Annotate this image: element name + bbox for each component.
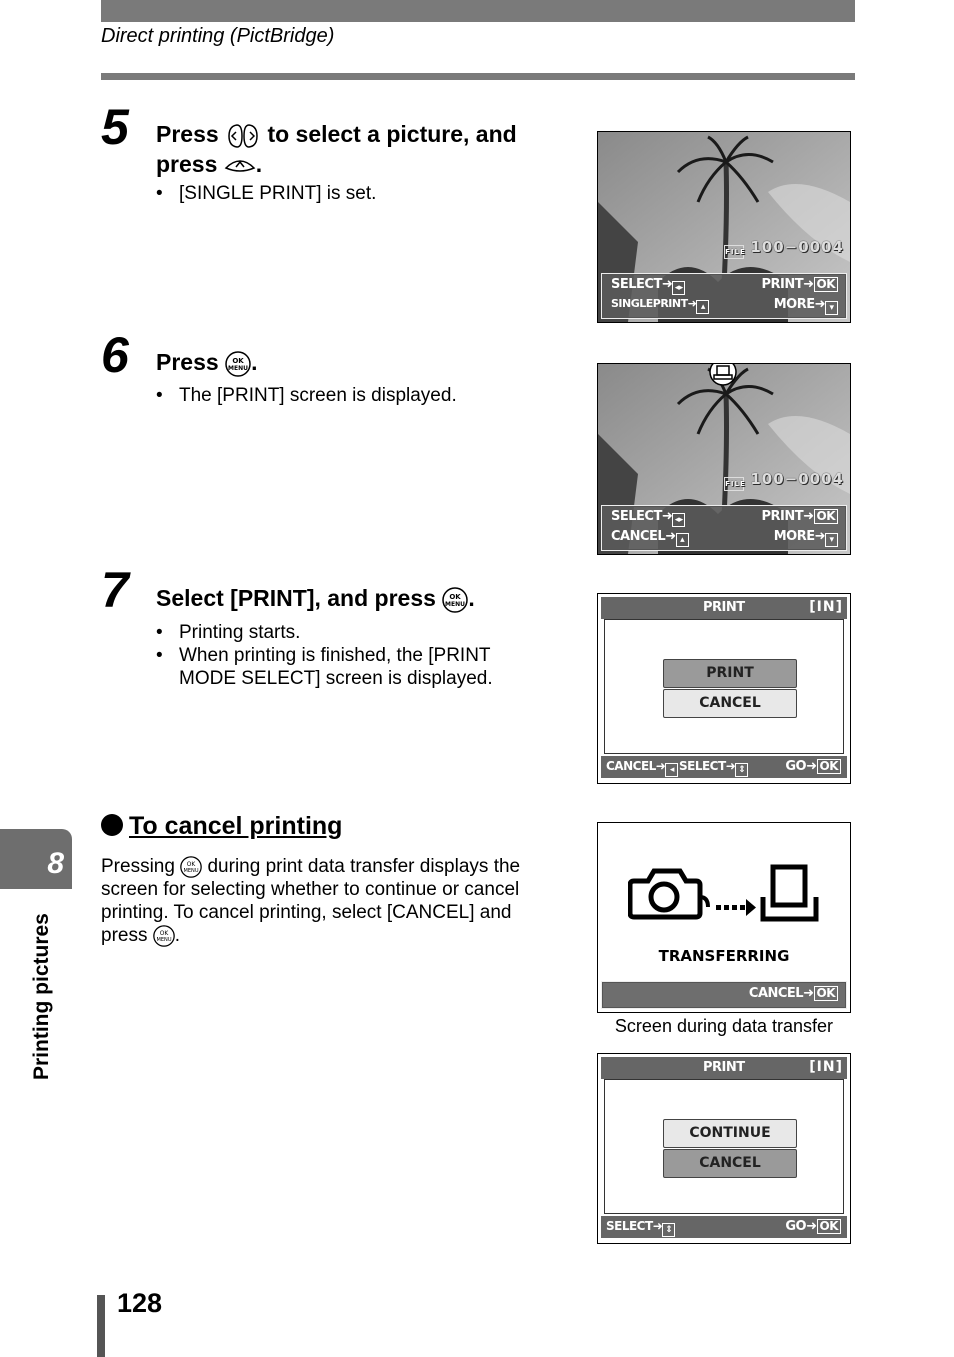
menu-body bbox=[604, 1079, 844, 1214]
bullet-dot-icon bbox=[101, 814, 123, 836]
header-rule bbox=[101, 73, 855, 80]
guide-select: SELECT➜ ⇕ bbox=[606, 1219, 675, 1237]
menu-item-cancel[interactable]: CANCEL bbox=[663, 689, 797, 718]
left-right-icon: ◂▸ bbox=[672, 281, 685, 295]
step-5-title-b: to select a picture, and bbox=[267, 121, 517, 147]
step-6-title-a: Press bbox=[156, 349, 219, 375]
page-number: 128 bbox=[117, 1288, 163, 1318]
file-icon: FILE bbox=[724, 245, 744, 259]
guide-cancel: CANCEL➜ OK bbox=[749, 986, 838, 1001]
down-icon: ▾ bbox=[825, 533, 838, 547]
ok-icon: OK bbox=[814, 509, 839, 524]
guide-select: SELECT➜ ◂▸ bbox=[611, 509, 685, 527]
guide-cancel: CANCEL➜ ▴ bbox=[611, 529, 689, 547]
screen-transferring bbox=[597, 822, 851, 1013]
guide-more: MORE➜ ▾ bbox=[774, 297, 838, 315]
svg-text:OK: OK bbox=[232, 356, 244, 365]
step-5-bullets bbox=[156, 182, 536, 205]
step-6-bullet: • The [PRINT] screen is displayed. bbox=[156, 384, 536, 407]
file-icon: FILE bbox=[724, 477, 744, 491]
arrow-left-right-pad-icon bbox=[225, 122, 261, 150]
step-6-title: Press OK MENU . bbox=[156, 349, 258, 375]
step-7-title: Select [PRINT], and press OK MENU . bbox=[156, 585, 475, 611]
arrow-up-pad-icon bbox=[224, 156, 256, 176]
menu-item-cancel[interactable]: CANCEL bbox=[663, 1149, 797, 1178]
ok-menu-button-icon bbox=[180, 856, 202, 878]
cancel-section-title-text: To cancel printing bbox=[129, 812, 343, 840]
svg-text:MENU: MENU bbox=[445, 600, 466, 608]
ok-icon: OK bbox=[814, 986, 839, 1001]
step-5-title-c: press bbox=[156, 150, 218, 177]
step-7-bullet: • Printing starts. bbox=[156, 621, 536, 644]
svg-text:MENU: MENU bbox=[156, 937, 172, 944]
transferring-status: TRANSFERRING bbox=[658, 947, 790, 965]
cancel-section-paragraph bbox=[101, 855, 541, 947]
menu-title: PRINT bbox=[703, 1060, 745, 1075]
guide-single-print: SINGLEPRINT➜ ▴ bbox=[611, 297, 709, 314]
svg-text:OK: OK bbox=[186, 862, 196, 869]
step-7-title-a: Select [PRINT], and press bbox=[156, 585, 436, 611]
camera-to-printer-icon bbox=[628, 863, 823, 929]
menu-footer bbox=[601, 1216, 847, 1238]
svg-text:OK: OK bbox=[449, 592, 461, 601]
menu-item-continue[interactable]: CONTINUE bbox=[663, 1119, 797, 1148]
guide-print: PRINT➜ OK bbox=[761, 277, 838, 292]
guide-select: SELECT➜ ◂▸ bbox=[611, 277, 685, 295]
step-6-number: 6 bbox=[101, 327, 129, 383]
step-7-bullet: • When printing is finished, the [PRINT MODE SELECT] screen is displayed. bbox=[156, 644, 536, 690]
left-icon: ◂ bbox=[665, 763, 678, 777]
screen-continue-cancel bbox=[597, 1053, 851, 1244]
camera-guide-bar bbox=[601, 273, 847, 319]
up-icon: ▴ bbox=[676, 533, 689, 547]
chapter-number: 8 bbox=[47, 847, 64, 880]
screen-print-menu bbox=[597, 593, 851, 784]
memory-indicator: [IN] bbox=[809, 1059, 843, 1075]
cancel-para-a: Pressing bbox=[101, 856, 175, 877]
cancel-section-title bbox=[101, 812, 342, 841]
screen-single-print bbox=[597, 131, 851, 323]
ok-icon: OK bbox=[817, 759, 842, 774]
step-7-number: 7 bbox=[101, 562, 129, 618]
file-number-text: 100−0004 bbox=[750, 238, 844, 256]
screen-print-ready bbox=[597, 363, 851, 555]
guide-more: MORE➜ ▾ bbox=[774, 529, 838, 547]
up-down-icon: ⇕ bbox=[735, 763, 748, 777]
up-icon: ▴ bbox=[696, 300, 709, 314]
camera-guide-bar bbox=[601, 981, 847, 1009]
menu-item-print[interactable]: PRINT bbox=[663, 659, 797, 688]
file-number bbox=[724, 470, 844, 491]
ok-menu-button-icon bbox=[442, 587, 468, 613]
left-right-icon: ◂▸ bbox=[672, 513, 685, 527]
ok-menu-button-icon bbox=[225, 351, 251, 377]
down-icon: ▾ bbox=[825, 301, 838, 315]
ok-icon: OK bbox=[814, 277, 839, 292]
ok-menu-button-icon bbox=[153, 925, 175, 947]
memory-indicator: [IN] bbox=[809, 599, 843, 615]
menu-title: PRINT bbox=[703, 600, 745, 615]
menu-footer bbox=[601, 756, 847, 778]
file-number-text: 100−0004 bbox=[750, 470, 844, 488]
up-down-icon: ⇕ bbox=[662, 1223, 675, 1237]
svg-text:MENU: MENU bbox=[183, 868, 199, 875]
chapter-label: Printing pictures bbox=[30, 913, 53, 1080]
page-number-bar bbox=[97, 1295, 105, 1357]
menu-header bbox=[601, 597, 847, 619]
step-5-bullet: • [SINGLE PRINT] is set. bbox=[156, 182, 536, 205]
screen-caption: Screen during data transfer bbox=[614, 1016, 834, 1036]
step-5-title: Press to select a picture, and press . bbox=[156, 121, 517, 177]
cancel-para-c: . bbox=[174, 925, 181, 946]
header-title: Direct printing (PictBridge) bbox=[101, 25, 335, 47]
menu-body bbox=[604, 619, 844, 754]
guide-select: SELECT➜ ⇕ bbox=[679, 759, 748, 777]
svg-text:MENU: MENU bbox=[228, 364, 249, 372]
file-number bbox=[724, 238, 844, 259]
step-5-number: 5 bbox=[101, 99, 129, 155]
guide-go: GO➜ OK bbox=[785, 759, 841, 774]
step-5-title-a: Press bbox=[156, 121, 219, 147]
header-bar bbox=[101, 0, 855, 22]
step-7-bullets bbox=[156, 621, 536, 690]
menu-header bbox=[601, 1057, 847, 1079]
guide-print: PRINT➜ OK bbox=[761, 509, 838, 524]
camera-guide-bar bbox=[601, 505, 847, 551]
svg-text:OK: OK bbox=[159, 931, 169, 938]
cancel-para-b: during print data transfer displays the screen for selecting whether to continue or cancel printing. To cancel printing, select [CANCEL] and press bbox=[101, 856, 521, 946]
guide-cancel: CANCEL➜ ◂ bbox=[606, 759, 678, 777]
guide-go: GO➜ OK bbox=[785, 1219, 841, 1234]
ok-icon: OK bbox=[817, 1219, 842, 1234]
step-6-bullets bbox=[156, 384, 536, 407]
